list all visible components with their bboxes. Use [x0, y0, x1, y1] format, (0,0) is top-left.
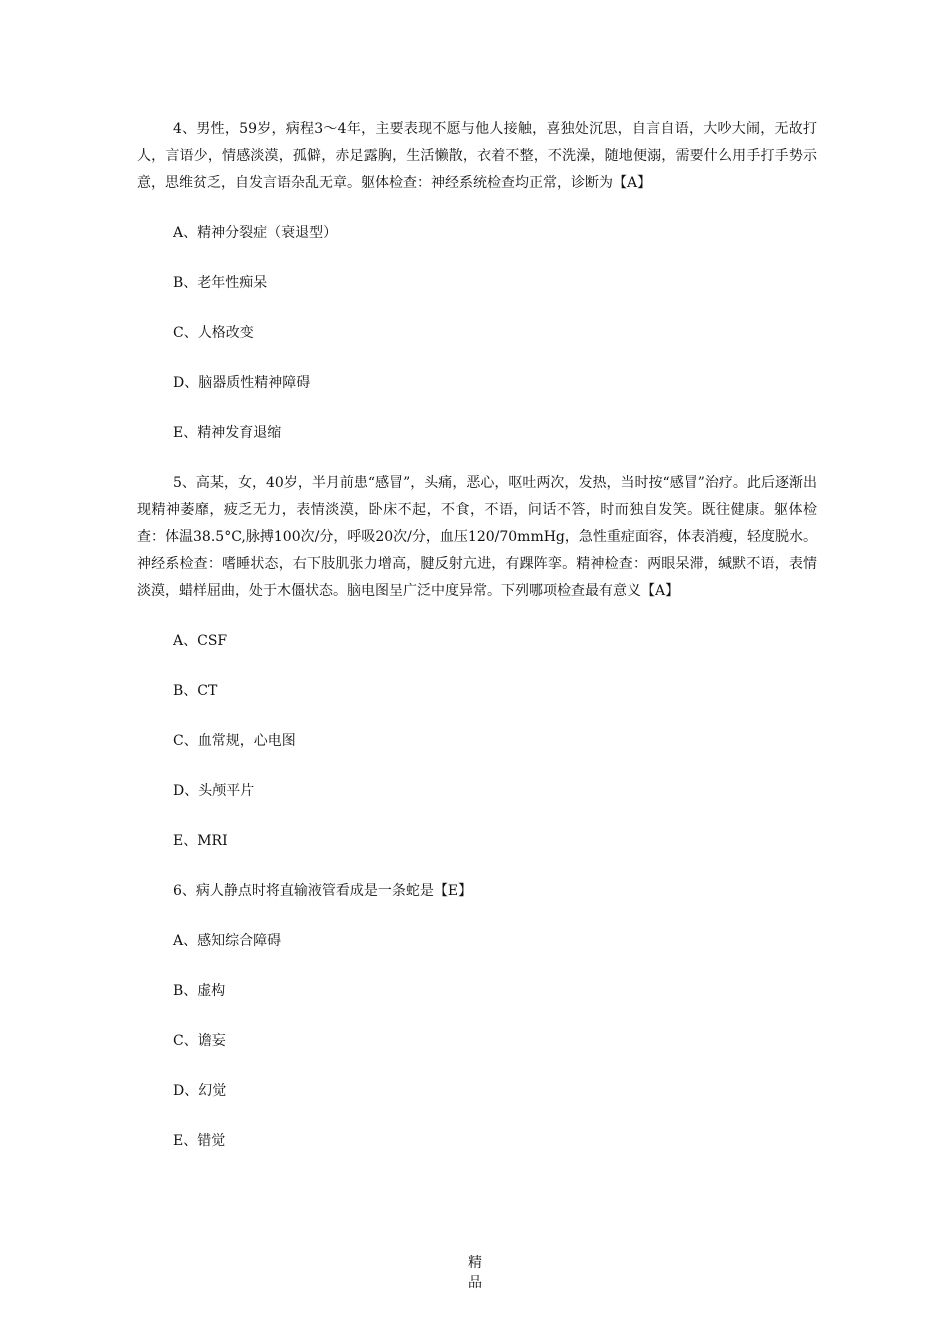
question-4-option-a: A、精神分裂症（衰退型）	[173, 225, 338, 241]
question-5-option-b: B、CT	[173, 683, 218, 699]
question-5-stem: 5、高某，女，40岁，半月前患“感冒”，头痛，恶心，呕吐两次，发热，当时按“感冒”治疗。此后逐渐出现精神萎靡，疲乏无力，表情淡漠，卧床不起，不食，不语，问话不答，时而独自发笑。既往健康。躯体检查：体温38.5°C,脉搏100次/分，呼吸20次/分，血压120/70mmHg，急性重症面容，体表消瘦，轻度脱水。神经系检查：嗜睡状态，右下肢肌张力增高，腱反射亢进，有踝阵挛。精神检查：两眼呆滞，缄默不语，表情淡漠，蜡样屈曲，处于木僵状态。脑电图呈广泛中度异常。下列哪项检查最有意义【A】	[137, 475, 817, 599]
question-6-option-e: E、错觉	[173, 1133, 226, 1149]
question-list	[137, 116, 817, 1155]
footer-line-2: 品	[468, 1275, 482, 1291]
question-6-option-a: A、感知综合障碍	[173, 933, 282, 949]
question-6-stem: 6、病人静点时将直输液管看成是一条蛇是【E】	[173, 883, 473, 899]
question-4-option-e: E、精神发育退缩	[173, 425, 282, 441]
question-4-option-b: B、老年性痴呆	[173, 275, 268, 291]
question-5-option-e: E、MRI	[173, 833, 228, 849]
question-5-option-a: A、CSF	[173, 633, 228, 649]
question-4-option-d: D、脑器质性精神障碍	[173, 375, 311, 391]
footer-line-1: 精	[468, 1255, 482, 1271]
page-footer	[0, 1253, 950, 1293]
question-6-option-d: D、幻觉	[173, 1083, 227, 1099]
question-6-option-c: C、谵妄	[173, 1033, 226, 1049]
question-4-stem: 4、男性，59岁，病程3～4年，主要表现不愿与他人接触，喜独处沉思，自言自语，大吵大闹，无故打人，言语少，情感淡漠，孤僻，赤足露胸，生活懒散，衣着不整，不洗澡，随地便溺，需要什么用手打手势示意，思维贫乏，自发言语杂乱无章。躯体检查：神经系统检查均正常，诊断为【A】	[137, 121, 817, 191]
question-5-option-c: C、血常规，心电图	[173, 733, 296, 749]
question-6-option-b: B、虚构	[173, 983, 226, 999]
question-5-option-d: D、头颅平片	[173, 783, 255, 799]
question-4-option-c: C、人格改变	[173, 325, 254, 341]
